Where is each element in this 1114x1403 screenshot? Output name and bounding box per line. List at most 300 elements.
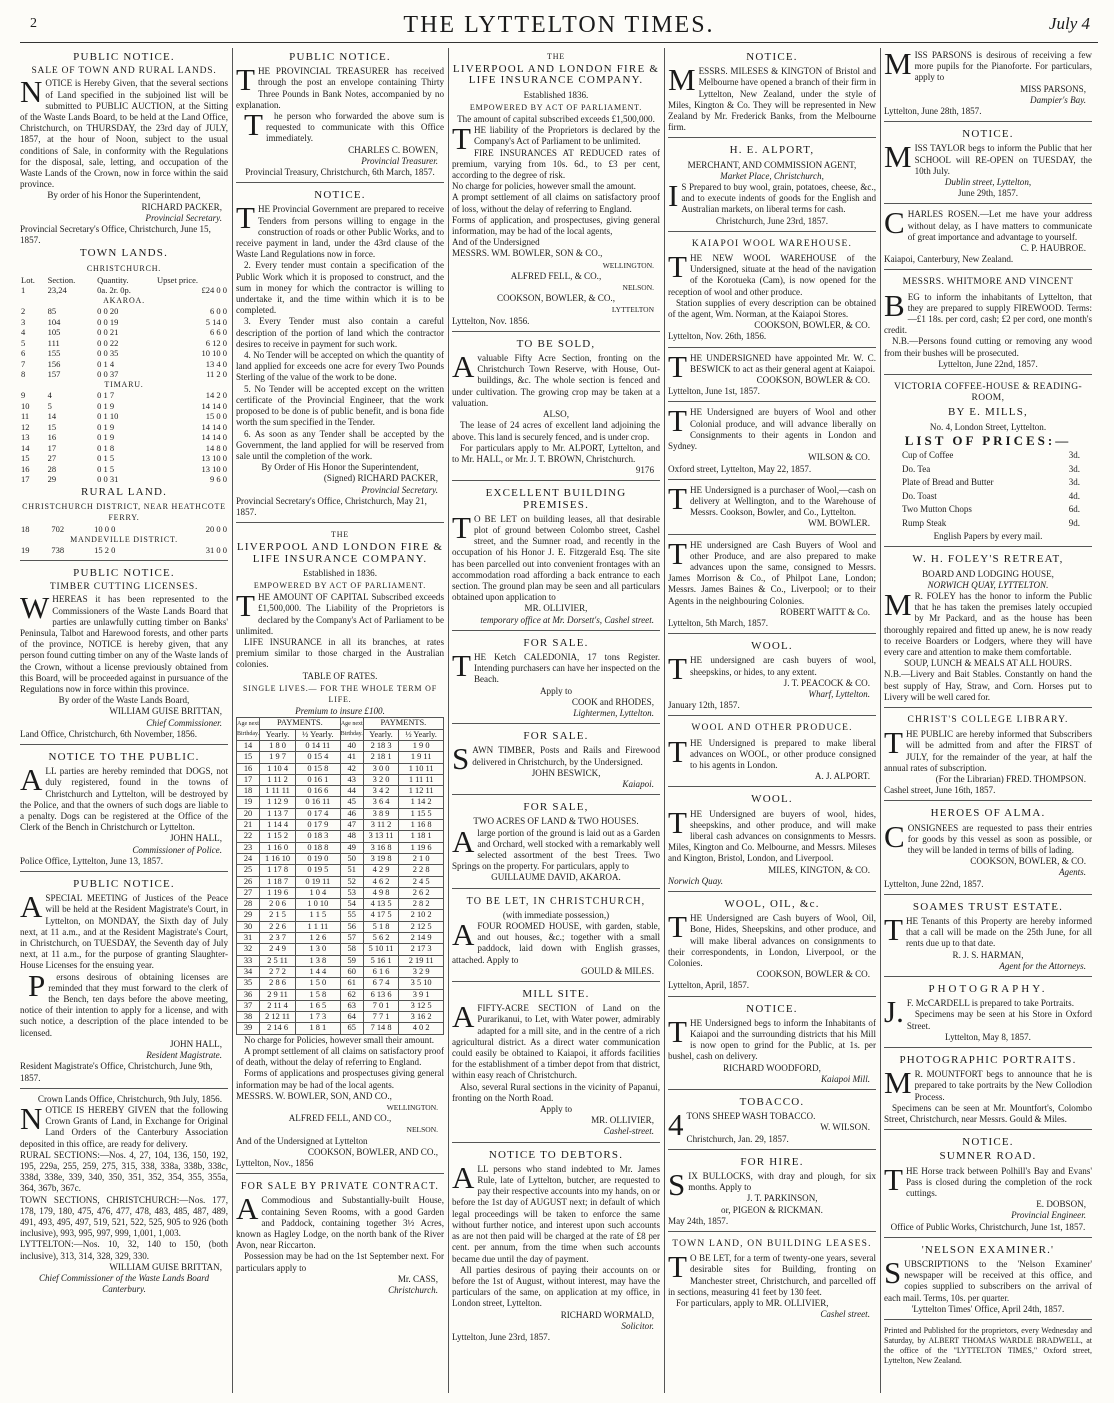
yearly-cell: 4 17 5 (363, 910, 398, 921)
age-cell: 50 (340, 853, 363, 864)
notice-dateline: Lyttelton, April, 1857. (668, 980, 750, 991)
notice-body: SUBSCRIPTIONS to the 'Nelson Examiner' newspaper will be received at this office, and copies supplied to subscribers on the arrival of each mail. Terms, 10s. per quarter. (884, 1255, 1092, 1303)
sumner-road-notice (884, 1133, 1092, 1238)
table-row (20, 464, 228, 475)
table-row (20, 411, 228, 422)
table-row (237, 774, 444, 785)
age-cell: 49 (340, 842, 363, 853)
advert-body: AFIFTY-ACRE SECTION of Land on the Purarikanui, to Let, with Water power, admirably adapted for a mill site, and in the centre of a rich agricultural district. As a direct water communication could easily be obtained to Kaiapoi, it affords facilities for the establishment of a timber depot from that district, within easy reach of Christchurch. (452, 999, 660, 1081)
advert-body: TO BE LET, for a term of twenty-one years, several desirable sites for Building, fronting on Manchester street, Christchurch, and parcelled off in sections, measuring 41 feet by 130 feet. (668, 1249, 876, 1297)
advert-signer: GUILLAUME DAVID, AKAROA. (491, 872, 621, 883)
advert-signer-title: temporary office at Mr. Dorsett's, Cashel street. (480, 614, 654, 625)
section-cell: 27 (47, 453, 57, 464)
advert-body: THE NEW WOOL WAREHOUSE of the Undersigned, situate at the head of the navigation of the Korotueka (Cam), is now opened for the reception of wool and other produce. (668, 249, 876, 297)
table-row (20, 285, 228, 296)
age-cell: 38 (237, 1012, 260, 1023)
advert-by-line: BY E. MILLS, (948, 406, 1028, 419)
section-cell: 14 (47, 411, 57, 422)
advert-subheading: MERCHANT, AND COMMISSION AGENT, (687, 159, 857, 170)
upset-price-cell: 14 2 0 (205, 390, 227, 401)
notice-signer: CHARLES C. BOWEN, (348, 144, 438, 155)
notice-signer: ROBERT WAITT & Co. (780, 606, 870, 617)
lyttelton-sections-list: LYTTELTON:—Nos. 10, 32, 140 to 150, (both inclusive), 313, 314, 328, 329, 330. (20, 1239, 228, 1261)
upset-price-cell: 14 8 0 (205, 442, 227, 453)
yearly-cell: 1 12 9 (260, 797, 296, 808)
lot-cell: 8 (21, 369, 26, 380)
notice-dateline: Oxford street, Lyttelton, May 22, 1857. (668, 463, 812, 474)
advert-signer: COOK and RHODES, (571, 696, 654, 707)
table-row (20, 348, 228, 359)
notice-heading: WOOL. (751, 640, 793, 653)
age-cell: 27 (237, 887, 260, 898)
advert-body-2: Specimens may be seen at his Store in Oxford Street. (906, 1009, 1092, 1031)
yearly-cell: 1 13 7 (260, 808, 296, 819)
advert-signer-title: Christchurch. (388, 1284, 438, 1295)
yearly-cell: 2 14 6 (260, 1023, 296, 1034)
upset-price-cell: 9 6 0 (210, 474, 227, 485)
notice-signer: J. T. PEACOCK & CO. (783, 677, 870, 688)
half-yearly-cell: 0 16 11 (295, 797, 340, 808)
lot-cell: 5 (21, 337, 26, 348)
payments-header: PAYMENTS. (260, 718, 341, 729)
land-sale-notice (20, 48, 228, 561)
quantity-cell: 0 0 21 (97, 327, 119, 338)
mileses-notice (668, 48, 876, 138)
notice-body: MESSRS. MILESES & KINGTON of Bristol and Melbourne have opened a branch of their firm in Lyttelton, New Zealand, under the style of Miles, Kington & Co. They will be represented in New Zealand by Mr. Frederick Banks, from the Melbourne firm. (668, 62, 876, 133)
notice-signer-title: Commissioner of Police. (132, 844, 222, 855)
yearly-header: Yearly. (363, 729, 398, 740)
table-row (20, 422, 228, 433)
advert-heading: H. E. ALPORT, (729, 144, 815, 157)
rural-sections-list: RURAL SECTIONS:—Nos. 4, 27, 104, 136, 150, 192, 195, 229a, 255, 259, 275, 315, 338, 338a, 338b, 338c, 338d, 338e, 339, 340, 350, 351, 352, 354, 355, 355a, 364, 367b, 367c. (20, 1149, 228, 1194)
advert-address: NORWICH QUAY, LYTTELTON. (927, 579, 1049, 590)
age-cell: 39 (237, 1023, 260, 1034)
yearly-cell: 5 10 11 (363, 944, 398, 955)
quantity-cell: 0 1 9 (97, 421, 115, 432)
age-cell: 59 (340, 955, 363, 966)
notice-dateline: Crown Lands Office, Christchurch, 9th July, 1856. (37, 1093, 222, 1104)
yearly-cell: 1 8 0 (260, 740, 296, 751)
parsons-advert (884, 48, 1092, 122)
quantity-cell: 0 1 8 (97, 442, 115, 453)
advert-signer: COOKSON, BOWLER, & CO. (754, 320, 870, 331)
notice-signer: (For the Librarian) FRED. THOMPSON. (935, 773, 1086, 784)
notice-heading: SOAMES TRUST ESTATE. (912, 900, 1064, 913)
quantity-cell: 0 1 5 (97, 463, 115, 474)
age-cell: 47 (340, 820, 363, 831)
table-row (237, 865, 444, 876)
notice-signer: COOKSON, BOWLER & CO. (756, 969, 870, 980)
yearly-cell: 3 0 0 (363, 763, 398, 774)
table-row (237, 1000, 444, 1011)
price-row (886, 518, 1090, 530)
advert-heading: MESSRS. WHITMORE AND VINCENT (902, 277, 1074, 288)
agent-name: ALFRED FELL, & CO., (510, 270, 602, 281)
notice-body: THE PUBLIC are hereby informed that Subscribers will be admitted from and after the FIRST of JULY, for the remainder of the year, at half the annual rates of subscription. (884, 725, 1092, 773)
advert-body-2: SOUP, LUNCH & MEALS AT ALL HOURS. (904, 658, 1072, 669)
yearly-cell: 4 13 5 (363, 899, 398, 910)
advert-heading: LIVERPOOL AND LONDON FIRE & LIFE INSURANCE COMPANY. (236, 541, 444, 565)
advert-signer-title: Cashel-street. (603, 1126, 654, 1137)
tender-clause: 3. Every Tender must also contain a careful description of the portion of land which the contractor desires to receive in payment for such work. (236, 316, 444, 349)
house-to-let-advert (452, 892, 660, 982)
notice-signer: C. P. HAUBROE. (1020, 243, 1086, 254)
notice-signer: RICHARD WOODFORD, (723, 1062, 821, 1073)
yearly-cell: 1 10 4 (260, 763, 296, 774)
quantity-cell: 0 1 10 (97, 411, 119, 422)
lot-cell: 15 (21, 453, 30, 464)
upset-price-cell: 10 10 0 (201, 348, 227, 359)
notice-heading: PUBLIC NOTICE. (289, 51, 391, 63)
half-yearly-cell: 1 8 1 (295, 1023, 340, 1034)
notice-signer-title: Chief Commissioner of the Waste Lands Board Canterbury. (38, 1272, 210, 1295)
table-row (237, 966, 444, 977)
lot-cell: 16 (21, 463, 30, 474)
section-cell: 23,24 (47, 285, 67, 296)
notice-body: THE undersigned are Cash Buyers of Wool and other Produce, and are also prepared to make advances upon the same, consigned to Messrs. James Morrison & Co., of Philpot Lane, London; Messrs. James Baines & Co., Liverpool; or to their Agents in the neighbouring Colonies. (668, 535, 876, 606)
advert-body-5: Forms of applications and prospectuses giving general information may be had of the local agents. (236, 1068, 444, 1090)
price-list-heading: LIST OF PRICES:— (904, 432, 1072, 448)
lot-cell: 10 (21, 400, 30, 411)
lot-cell: 2 (21, 306, 26, 317)
half-yearly-cell: 1 15 5 (399, 808, 444, 819)
notice-signer: WILLIAM GUISE BRITTAN, (109, 1261, 222, 1272)
advert-body: SIX BULLOCKS, with dray and plough, for six months. Apply to (668, 1167, 876, 1203)
lot-cell: 12 (21, 421, 30, 432)
notice-heading: NOTICE. (314, 189, 366, 202)
justices-meeting-notice (20, 875, 228, 1089)
age-cell: 37 (237, 1000, 260, 1011)
half-yearly-cell: 1 2 6 (295, 933, 340, 944)
yearly-cell: 2 18 1 (363, 752, 398, 763)
notice-dateline: Lyttelton, June 23rd, 1857. (452, 1331, 551, 1342)
payments-header: PAYMENTS. (363, 718, 443, 729)
advert-heading: TO BE LET, IN CHRISTCHURCH, (466, 895, 646, 907)
notice-signer: RICHARD WORMALD, (560, 1309, 654, 1320)
half-yearly-cell: 1 1 11 (295, 921, 340, 932)
table-row (237, 899, 444, 910)
advert-signer-title: Kaiapoi. (622, 778, 654, 789)
single-lives-line: SINGLE LIVES.— FOR THE WHOLE TERM OF LIFE. (243, 683, 437, 704)
notice-body-2: All parties desirous of paying their accounts on or before the 1st of August, without interest, may have the particulars of the same, on application at my office, in London street, Lyttelton. (452, 1264, 660, 1309)
section-cell: 4 (47, 390, 52, 401)
yearly-cell: 4 6 2 (363, 876, 398, 887)
advert-heading: FOR SALE. (523, 730, 589, 743)
lot-cell: 14 (21, 442, 30, 453)
notice-heading: WOOL AND OTHER PRODUCE. (691, 723, 853, 734)
price-value: 6d. (1068, 504, 1080, 515)
age-cell: 35 (237, 978, 260, 989)
notice-heading: 'NELSON EXAMINER.' (921, 1243, 1055, 1256)
section-header: Section. (47, 274, 76, 285)
lot-cell: 18 (21, 524, 30, 535)
agent-name: COOKSON, BOWLER, AND CO., (307, 1146, 438, 1157)
table-row (237, 853, 444, 864)
yearly-cell: 5 6 2 (363, 933, 398, 944)
alport-wool-notice (668, 719, 876, 787)
yearly-cell: 1 11 11 (260, 786, 296, 797)
half-yearly-cell: 0 14 11 (295, 740, 340, 751)
advert-dateline: Lyttelton, June 28th, 1857. (884, 106, 982, 117)
yearly-cell: 1 18 7 (260, 876, 296, 887)
half-yearly-cell: 2 2 8 (399, 865, 444, 876)
advert-heading: KAIAPOI WOOL WAREHOUSE. (691, 238, 853, 249)
notice-signer-title: Agents. (1058, 867, 1086, 878)
yearly-cell: 1 17 8 (260, 865, 296, 876)
advert-body-2: Station supplies of every description can be obtained of the agent, Wm. Norman, at the Kaiapoi Stores. (668, 297, 876, 320)
half-yearly-cell: 3 5 10 (399, 978, 444, 989)
table-row (237, 752, 444, 763)
caledonia-sale-advert (452, 634, 660, 724)
section-cell: 5 (47, 400, 52, 411)
notice-body: THE Undersigned are Cash buyers of Wool, Oil, Bone, Hides, Sheepskins, and other produce, and will make liberal advances on consignments to their correspondents, in London, Liverpool, or the Colonies. (668, 909, 876, 969)
quantity-header: Quantity. (97, 274, 129, 285)
lot-cell: 1 (21, 285, 26, 296)
advert-subheading: (with immediate possession,) (502, 909, 610, 920)
waitt-notice (668, 535, 876, 635)
half-yearly-cell: 1 19 6 (399, 842, 444, 853)
half-yearly-cell: 0 19 0 (295, 853, 340, 864)
notice-heading: HEROES OF ALMA. (930, 807, 1046, 820)
age-cell: 15 (237, 752, 260, 763)
quantity-cell: 0 1 4 (97, 358, 115, 369)
dog-registration-notice (20, 748, 228, 872)
notice-heading: NOTICE. (962, 128, 1014, 141)
agent-place: LYTTELTON (611, 305, 654, 315)
quantity-cell: 15 2 0 (94, 545, 116, 556)
advert-kicker: THE (547, 52, 565, 61)
half-yearly-cell: 2 17 3 (399, 944, 444, 955)
advert-body-2: Specimens can be seen at Mr. Mountfort's, Colombo Street, Christchurch, near Messrs. Gould & Miles. (884, 1102, 1092, 1125)
price-row (886, 464, 1090, 476)
advert-heading: MILL SITE. (522, 988, 590, 1001)
page-number: 2 (30, 16, 37, 31)
notice-body: WHEREAS it has been represented to the Commissioners of the Waste Lands Board that parties are unlawfully cutting timber on Banks' Peninsula, Talbot and Harewood forests, and other parts of the province, NOTICE is hereby given, that any person found cutting timber on any of the Waste lands of the Crown, without a license previously obtained from this Board, will be proceeded against in pursuance of the Regulations now in force within this province. (20, 590, 228, 694)
advert-heading: EXCELLENT BUILDING PREMISES. (485, 487, 627, 511)
table-row (237, 944, 444, 955)
half-yearly-cell: 0 16 1 (295, 774, 340, 785)
notice-body: NOTICE IS HEREBY GIVEN that the following Crown Grants of Land, in Exchange for Original Land Orders of the Canterbury Association deposited in this office, are ready for delivery. (20, 1100, 228, 1149)
age-cell: 42 (340, 763, 363, 774)
notice-dateline: Resident Magistrate's Office, Christchurch, June 9th, 1857. (20, 1061, 213, 1083)
notice-signer: RICHARD PACKER, (141, 201, 222, 212)
premium-line: Premium to insure £100. (295, 706, 385, 717)
column-4 (668, 48, 876, 1393)
section-cell: 157 (47, 369, 61, 380)
notice-dateline: Kaiapoi, Canterbury, New Zealand. (884, 254, 1014, 265)
notice-signer: WILLIAM GUISE BRITTAN, (109, 706, 222, 717)
half-yearly-header: ½ Yearly. (295, 729, 340, 740)
lot-cell: 17 (21, 474, 30, 485)
advert-body: BEG to inform the inhabitants of Lyttelton, that they are prepared to supply FIREWOOD. Terms:—£1 18s. per cord, cash; £2 per cord, one month's credit. (884, 287, 1092, 336)
table-row (237, 842, 444, 853)
advert-body: Avaluable Fifty Acre Section, fronting on the Christchurch Town Reserve, with House, Out-buildings, &c. The whole section is fenced and under cultivation. The growing crop may be taken at a valuation. (452, 349, 660, 408)
advert-heading: LIVERPOOL AND LONDON FIRE & LIFE INSURANCE COMPANY. (452, 63, 660, 87)
also-line: ALSO, (542, 409, 570, 420)
notice-body: THE Tenants of this Property are hereby informed that a call will be made on the 25th June, for all rents due up to that date. (884, 911, 1092, 949)
yearly-cell: 2 18 3 (363, 740, 398, 751)
district-akaroa: AKAROA. (103, 295, 145, 305)
notice-heading: PUBLIC NOTICE. (73, 566, 175, 579)
table-row (237, 797, 444, 808)
agent-place: WELLINGTON. (386, 1102, 438, 1112)
advert-signer: J. T. PARKINSON, (746, 1193, 818, 1204)
advert-heading: VICTORIA COFFEE-HOUSE & READING-ROOM, (893, 382, 1083, 404)
table-row (237, 808, 444, 819)
half-yearly-cell: 3 2 9 (399, 966, 444, 977)
quantity-cell: 0 1 5 (97, 453, 115, 464)
advert-body-4: A prompt settlement of all claims on satisfactory proof of loss, without the delay of referring to England. (452, 192, 660, 214)
age-cell: 25 (237, 865, 260, 876)
column-5 (884, 48, 1092, 1393)
yearly-cell: 3 16 8 (363, 842, 398, 853)
timber-sale-advert (452, 727, 660, 795)
masthead (20, 8, 1098, 43)
yearly-cell: 2 4 9 (260, 944, 296, 955)
tender-clause: 4. No Tender will be accepted on which the quantity of land applied for exceeds one acre for every Two Pounds Sterling of the value of the work to be done. (236, 350, 444, 383)
advert-heading: FOR SALE. (523, 636, 589, 649)
table-row (237, 989, 444, 1000)
empowered-line: EMPOWERED BY ACT OF PARLIAMENT. (253, 580, 427, 590)
advert-dateline: Christchurch, June 23rd, 1857. (715, 215, 829, 226)
notice-body: CHARLES ROSEN.—Let me have your address without delay, as I have matters to communicate of great importance and advantage to yourself. (884, 205, 1092, 242)
notice-order: By order of the Waste Lands Board, (58, 695, 190, 706)
yearly-cell: 2 2 6 (260, 921, 296, 932)
tender-clause: 6. As soon as any Tender shall be accepted by the Government, the land applied for will be reserved from sale until the completion of the work. (236, 428, 444, 461)
yearly-cell: 1 15 2 (260, 831, 296, 842)
half-yearly-cell: 0 17 9 (295, 820, 340, 831)
half-yearly-cell: 1 5 8 (295, 989, 340, 1000)
tender-clause: 2. Every tender must contain a specification of the Public Work which it is proposed to construct, and the sum in money for which the contractor is willing to undertake it, and the time within which it is to be completed. (236, 260, 444, 316)
half-yearly-cell: 0 18 8 (295, 842, 340, 853)
yearly-cell: 2 0 6 (260, 899, 296, 910)
yearly-cell: 1 16 0 (260, 842, 296, 853)
advert-body: ACommodious and Substantially-built House, containing Seven Rooms, with a good Garden and Paddock, containing together 3½ Acres, known as Hagley Lodge, on the north bank of the River Avon, near Riccarton. (236, 1191, 444, 1251)
rosen-notice (884, 207, 1092, 270)
timber-license-notice (20, 564, 228, 745)
notice-signer: JOHN HALL, (169, 833, 222, 844)
age-cell: 29 (237, 910, 260, 921)
yearly-cell: 2 12 11 (260, 1012, 296, 1023)
notice-dateline: Provincial Secretary's Office, Christchurch, June 15, 1857. (20, 224, 211, 246)
notice-order: By order of his Honor the Superintendent, (47, 190, 201, 201)
age-cell: 54 (340, 899, 363, 910)
table-row (20, 432, 228, 443)
woodford-mill-notice (668, 1000, 876, 1090)
age-cell: 36 (237, 989, 260, 1000)
advert-dateline: May 24th, 1857. (668, 1215, 729, 1226)
age-cell: 60 (340, 966, 363, 977)
town-sections-list: TOWN SECTIONS, CHRISTCHURCH:—Nos. 177, 178, 179, 180, 475, 476, 477, 478, 483, 485, 487, 489, 491, 493, 495, 497, 519, 521, 522, 525, 905 to 926 (both inclusive), 993, 995, 997, 999, 1,001, 1,003. (20, 1194, 228, 1239)
advert-signer-title: or, PIGEON & RICKMAN. (721, 1204, 823, 1215)
half-yearly-cell: 1 0 10 (295, 899, 340, 910)
advert-body: SAWN TIMBER, Posts and Rails and Firewood delivered in Christchurch, by the Undersigned. (452, 741, 660, 777)
age-cell: 65 (340, 1023, 363, 1034)
rates-table-title: TABLE OF RATES. (302, 670, 378, 681)
advert-kicker: THE (331, 530, 349, 540)
yearly-header: Yearly. (260, 729, 296, 740)
quantity-cell: 0 0 19 (97, 316, 119, 327)
agent-place: NELSON. (406, 1125, 438, 1135)
table-row (20, 545, 228, 556)
price-item: Do. Tea (902, 463, 931, 474)
table-row (237, 786, 444, 797)
section-cell: 738 (51, 545, 65, 556)
advert-heading: PHOTOGRAPHIC PORTRAITS. (899, 1054, 1077, 1067)
notice-dateline: Land Office, Christchurch, 6th November, 1856. (20, 728, 198, 739)
yearly-cell: 2 9 11 (260, 989, 296, 1000)
advert-number: 9176 (635, 465, 654, 476)
notice-signer-title: Agent for the Attorneys. (999, 960, 1086, 971)
miles-wool-notice (668, 790, 876, 892)
notice-body: THE UNDERSIGNED have appointed Mr. W. C. BESWICK to act as their general agent at Kaiapoi. (668, 348, 876, 384)
price-item: Cup of Coffee (902, 450, 954, 461)
firewood-advert (884, 273, 1092, 375)
lot-cell: 7 (21, 358, 26, 369)
price-row (886, 450, 1090, 462)
advert-body-2: LIFE INSURANCE in all its branches, at rates premium similar to those charged in the Australian colonies. (236, 636, 444, 670)
price-value: 3d. (1068, 450, 1080, 461)
notice-dateline: Office of Public Works, Christchurch, June 1st, 1857. (890, 1221, 1086, 1232)
notice-dateline: Lyttelton, 5th March, 1857. (668, 617, 769, 628)
age-cell: 21 (237, 820, 260, 831)
notice-body: NOTICE is Hereby Given, that the several sections of Land specified in the subjoined list will be submitted to PUBLIC AUCTION, at the Sitting of the Waste Lands Board, to be held at the Land Office, Christchurch, on THURSDAY, the 23rd day of JULY, 1857, at the hour of Noon, subject to the usual conditions of Sale, in conformity with the Regulations for the disposal, sale, letting, and occupation of the Waste Lands of the Crown, now in force within the said province. (20, 74, 228, 190)
age-cell: 17 (237, 774, 260, 785)
notice-signer: (Signed) RICHARD PACKER, (323, 473, 438, 484)
section-cell: 155 (47, 348, 61, 359)
half-yearly-cell: 3 16 2 (399, 1012, 444, 1023)
land-houses-advert (452, 798, 660, 888)
age-cell: 31 (237, 933, 260, 944)
notice-signer: JOHN HALL, (169, 1038, 222, 1049)
half-yearly-cell: 1 3 0 (295, 944, 340, 955)
notice-signer: R. J. S. HARMAN, (952, 949, 1024, 960)
notice-heading: CHRIST'S COLLEGE LIBRARY. (907, 714, 1069, 725)
advert-body-2: Also, several Rural sections in the vicinity of Papanui, fronting on the North Road. (452, 1081, 660, 1103)
agent-lead: And of the Undersigned at Lyttelton (236, 1135, 368, 1146)
yearly-cell: 3 8 9 (363, 808, 398, 819)
advert-body-2: Possession may be had on the 1st September next. For particulars apply to (236, 1251, 444, 1273)
notice-dateline: January 12th, 1857. (668, 700, 740, 711)
taylor-school-notice (884, 125, 1092, 204)
notice-body: THE PROVINCIAL TREASURER has received through the post an envelope containing Thirty Three Pounds in Bank Notes, accompanied by no explanation. (236, 62, 444, 110)
quantity-cell: 0 0 20 (97, 306, 119, 317)
table-row (20, 359, 228, 370)
table-row (20, 453, 228, 464)
advert-footer: English Papers by every mail. (933, 531, 1043, 542)
price-item: Rump Steak (902, 517, 947, 528)
notice-body: THE Undersigned are buyers of wool, hides, sheepskins, and other produce, and will make liberal cash advances on consignments to Messrs. Miles, Kington and Co. Melbourne, and Messrs. Mileses and Kington, Bristol, London, and Liverpool. (668, 804, 876, 864)
notice-body: THE Undersigned is a purchaser of Wool,—cash on delivery at Wellington, and to the Warehouse of Messrs. Cookson, Bowler, and Co., Lyttelton. (668, 480, 876, 518)
notice-address: Dublin street, Lyttelton, (944, 177, 1032, 188)
wool-oil-notice (668, 895, 876, 997)
rates-table (236, 717, 444, 1034)
table-row (20, 327, 228, 338)
advert-signer-title: Dampier's Bay. (1030, 94, 1086, 105)
upset-price-cell: £24 0 0 (201, 285, 227, 296)
section-cell: 702 (51, 524, 65, 535)
and-of-line: And of the Undersigned (452, 237, 540, 248)
half-yearly-cell: 2 4 5 (399, 876, 444, 887)
lot-cell: 6 (21, 348, 26, 359)
age-cell: 40 (340, 740, 363, 751)
age-cell: 51 (340, 865, 363, 876)
rural-land-heading: RURAL LAND. (80, 485, 168, 498)
notice-heading: NOTICE. (746, 51, 798, 63)
advert-signer-title: Cashel street. (820, 1309, 870, 1320)
advert-body-3: No charge for policies, however small the amount. (452, 181, 636, 192)
notice-signer-title: Solicitor. (621, 1320, 654, 1331)
